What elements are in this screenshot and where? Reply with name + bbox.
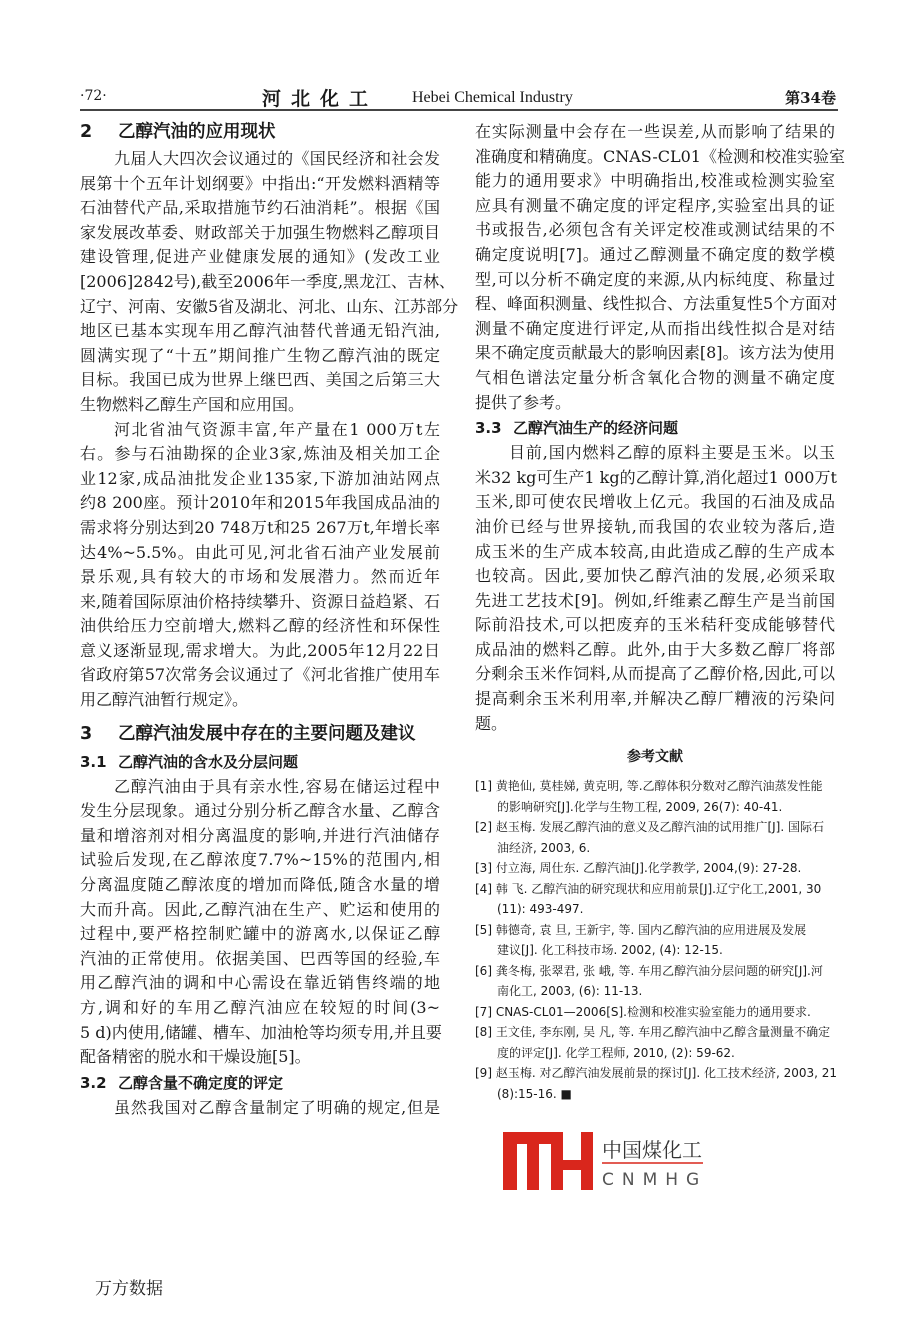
volume-label: 第34卷 xyxy=(785,89,836,107)
reference-item xyxy=(475,1063,838,1104)
reference-line: [7] CNAS-CL01—2006[S].检测和校准实验室能力的通用要求. xyxy=(475,1004,811,1019)
reference-line: 建议[J]. 化工科技市场. 2002, (4): 12-15. xyxy=(497,943,723,958)
text-line: 右。参与石油勘探的企业3家,炼油及相关加工企 xyxy=(80,444,440,464)
reference-line: 南化工, 2003, (6): 11-13. xyxy=(497,984,643,999)
text-line: 测量不确定度进行评定,从而指出线性拟合是对结 xyxy=(475,318,835,338)
text-line: 发生分层现象。通过分别分析乙醇含水量、乙醇含 xyxy=(80,801,440,821)
section-3-heading xyxy=(80,719,440,749)
section-3-2-heading xyxy=(80,1070,440,1096)
section-title: 乙醇汽油生产的经济问题 xyxy=(513,419,679,438)
reference-line: (11): 493-497. xyxy=(497,902,584,917)
references-heading: 参考文献 xyxy=(627,749,683,766)
text-line: 过程中,要严格控制贮罐中的游离水,以保证乙醇 xyxy=(80,924,440,944)
section-2-heading xyxy=(80,117,440,147)
text-line: 能力的通用要求》中明确指出,校准或检测实验室 xyxy=(475,171,835,191)
text-line: 成品油的燃料乙醇。此外,由于大多数乙醇厂将部 xyxy=(475,639,835,659)
text-line: 虽然我国对乙醇含量制定了明确的规定,但是 xyxy=(114,1097,440,1117)
paragraph xyxy=(80,418,440,713)
text-line: 圆满实现了“十五”期间推广生物乙醇汽油的既定 xyxy=(80,345,440,365)
section-title: 乙醇含量不确定度的评定 xyxy=(118,1073,284,1092)
reference-line: 油经济, 2003, 6. xyxy=(497,840,591,855)
paragraph xyxy=(80,1096,440,1121)
text-line: 辽宁、河南、安徽5省及湖北、河北、山东、江苏部分 xyxy=(80,296,459,316)
text-line: 先进工艺技术[9]。例如,纤维素乙醇生产是当前国 xyxy=(475,590,835,610)
text-line: 提高剩余玉米利用率,并解决乙醇厂糟液的污染问 xyxy=(475,689,835,709)
text-line: 地区已基本实现车用乙醇汽油替代普通无铅汽油, xyxy=(80,321,440,341)
reference-line: [9] 赵玉梅. 对乙醇汽油发展前景的探讨[J]. 化工技术经济, 2003, 21 xyxy=(475,1066,838,1081)
text-line: 省政府第57次常务会议通过了《河北省推广使用车 xyxy=(80,665,440,685)
text-line: 目标。我国已成为世界上继巴西、美国之后第三大 xyxy=(80,370,440,390)
section-3-1-heading xyxy=(80,749,440,775)
section-number: 3 xyxy=(80,723,93,744)
logo-name-en: CNMHG xyxy=(602,1170,708,1190)
text-line: 分离温度随乙醇浓度的增加而降低,随含水量的增 xyxy=(80,875,440,895)
reference-line: [8] 王文佳, 李东刚, 吴 凡, 等. 车用乙醇汽油中乙醇含量测量不确定 xyxy=(475,1025,831,1040)
cnmhg-logo xyxy=(503,1130,713,1192)
reference-line: (8):15-16. ■ xyxy=(497,1086,572,1101)
text-line: 准确度和精确度。CNAS-CL01《检测和校准实验室 xyxy=(475,146,845,166)
text-line: 来,随着国际原油价格持续攀升、资源日益趋紧、石 xyxy=(80,591,440,611)
section-number: 3.1 xyxy=(80,752,107,771)
paragraph xyxy=(475,120,845,415)
text-line: 大而升高。因此,乙醇汽油在生产、贮运和使用的 xyxy=(80,899,440,919)
right-column xyxy=(475,120,845,1104)
text-line: 家发展改革委、财政部关于加强生物燃料乙醇项目 xyxy=(80,222,440,242)
reference-line: [6] 龚冬梅, 张翠君, 张 峨, 等. 车用乙醇汽油分层问题的研究[J].河 xyxy=(475,963,823,978)
text-line: 量和增溶剂对相分离温度的影响,并进行汽油储存 xyxy=(80,825,440,845)
text-line: 果不确定度贡献最大的影响因素[8]。该方法为使用 xyxy=(475,343,835,363)
reference-line: [4] 韩 飞. 乙醇汽油的研究现状和应用前景[J].辽宁化工,2001, 30 xyxy=(475,881,822,896)
section-number: 3.3 xyxy=(475,419,502,438)
text-line: 确定度说明[7]。通过乙醇测量不确定度的数学模 xyxy=(475,244,835,264)
text-line: 约8 200座。预计2010年和2015年我国成品油的 xyxy=(80,493,440,513)
text-line: 油供给压力空前增大,燃料乙醇的经济性和环保性 xyxy=(80,616,440,636)
text-line: 需求将分别达到20 748万t和25 267万t,年增长率 xyxy=(80,517,440,537)
reference-item xyxy=(475,776,835,817)
journal-title-cn: 河北化工 xyxy=(262,88,379,110)
text-line: 玉米,即可使农民增收上亿元。我国的石油及成品 xyxy=(475,492,835,512)
reference-line: 度的评定[J]. 化学工程师, 2010, (2): 59-62. xyxy=(497,1045,735,1060)
paragraph xyxy=(475,441,835,736)
section-3-3-heading xyxy=(475,415,835,441)
reference-item xyxy=(475,817,835,858)
page-number: ·72· xyxy=(80,88,107,104)
reference-item xyxy=(475,1002,835,1023)
text-line: [2006]2842号),截至2006年一季度,黑龙江、吉林、 xyxy=(80,271,456,291)
text-line: 气相色谱法定量分析含氧化合物的测量不确定度 xyxy=(475,367,835,387)
text-line: 配备精密的脱水和干燥设施[5]。 xyxy=(80,1047,311,1067)
text-line: 题。 xyxy=(475,713,508,733)
text-line: 也较高。因此,要加快乙醇汽油的发展,必须采取 xyxy=(475,566,835,586)
text-line: 型,可以分析不确定度的来源,从内标纯度、称量过 xyxy=(475,269,835,289)
text-line: 用乙醇汽油暂行规定》。 xyxy=(80,690,249,710)
paragraph xyxy=(80,775,440,1070)
journal-title-en: Hebei Chemical Industry xyxy=(412,89,573,106)
reference-item xyxy=(475,920,835,961)
section-title: 乙醇汽油的含水及分层问题 xyxy=(118,752,299,771)
text-line: 书或报告,必须包含有关评定校准或测试结果的不 xyxy=(475,220,835,240)
paragraph xyxy=(80,147,459,418)
text-line: 汽油的正常使用。依据美国、巴西等国的经验,车 xyxy=(80,948,440,968)
text-line: 应具有测量不确定度的评定程序,实验室出具的证 xyxy=(475,195,835,215)
text-line: 成玉米的生产成本较高,由此造成乙醇的生产成本 xyxy=(475,541,835,561)
text-line: 试验后发现,在乙醇浓度7.7%~15%的范围内,相 xyxy=(80,850,440,870)
header-rule xyxy=(80,109,838,111)
text-line: 达4%~5.5%。由此可见,河北省石油产业发展前 xyxy=(80,542,440,562)
text-line: 在实际测量中会存在一些误差,从而影响了结果的 xyxy=(475,122,835,141)
text-line: 5 d)内使用,储罐、槽车、加油枪等均须专用,并且要 xyxy=(80,1022,442,1042)
reference-item xyxy=(475,1022,835,1063)
reference-line: [2] 赵玉梅. 发展乙醇汽油的意义及乙醇汽油的试用推广[J]. 国际石 xyxy=(475,820,824,835)
text-line: 程、峰面积测量、线性拟合、方法重复性5个方面对 xyxy=(475,294,838,314)
reference-line: 的影响研究[J].化学与生物工程, 2009, 26(7): 40-41. xyxy=(497,799,783,814)
text-line: 建设管理,促进产业健康发展的通知》(发改工业 xyxy=(80,247,440,267)
text-line: 意义逐渐显现,需求增大。为此,2005年12月22日 xyxy=(80,640,440,660)
reference-item xyxy=(475,879,835,920)
text-line: 际前沿技术,可以把废弃的玉米秸秆变成能够替代 xyxy=(475,615,835,635)
reference-list xyxy=(475,776,838,1104)
text-line: 景乐观,具有较大的市场和发展潜力。然而近年 xyxy=(80,567,440,587)
text-line: 油价已经与世界接轨,而我国的农业较为落后,造 xyxy=(475,516,835,536)
logo-mark-icon xyxy=(503,1132,593,1190)
left-column xyxy=(80,117,459,1120)
watermark: 万方数据 xyxy=(95,1279,163,1299)
text-line: 分剩余玉米作饲料,从而提高了乙醇价格,因此,可以 xyxy=(475,664,835,684)
section-number: 2 xyxy=(80,122,93,142)
logo-name-cn: 中国煤化工 xyxy=(602,1138,702,1162)
section-title: 乙醇汽油发展中存在的主要问题及建议 xyxy=(118,723,416,744)
reference-line: [1] 黄艳仙, 莫桂娣, 黄克明, 等.乙醇体积分数对乙醇汽油蒸发性能 xyxy=(475,779,823,794)
text-line: 用乙醇汽油的调和中心需设在靠近销售终端的地 xyxy=(80,973,440,993)
text-line: 提供了参考。 xyxy=(475,392,572,412)
text-line: 业12家,成品油批发企业135家,下游加油站网点 xyxy=(80,468,440,488)
text-line: 九届人大四次会议通过的《国民经济和社会发 xyxy=(114,149,440,168)
reference-item xyxy=(475,961,835,1002)
text-line: 展第十个五年计划纲要》中指出:“开发燃料酒精等 xyxy=(80,173,440,193)
reference-line: [3] 付立海, 周仕东. 乙醇汽油[J].化学教学, 2004,(9): 27-28. xyxy=(475,861,802,876)
section-title: 乙醇汽油的应用现状 xyxy=(118,122,276,142)
text-line: 石油替代产品,采取措施节约石油消耗”。根据《国 xyxy=(80,198,440,218)
text-line: 米32 kg可生产1 kg的乙醇计算,消化超过1 000万t xyxy=(475,467,837,487)
text-line: 河北省油气资源丰富,年产量在1 000万t左 xyxy=(114,419,440,439)
reference-line: [5] 韩德奇, 袁 旦, 王新宇, 等. 国内乙醇汽油的应用进展及发展 xyxy=(475,922,807,937)
text-line: 生物燃料乙醇生产国和应用国。 xyxy=(80,394,305,414)
section-number: 3.2 xyxy=(80,1073,107,1092)
text-line: 乙醇汽油由于具有亲水性,容易在储运过程中 xyxy=(114,776,440,796)
reference-item xyxy=(475,858,835,879)
text-line: 目前,国内燃料乙醇的原料主要是玉米。以玉 xyxy=(509,443,835,463)
text-line: 方,调和好的车用乙醇汽油应在较短的时间(3~ xyxy=(80,998,440,1017)
